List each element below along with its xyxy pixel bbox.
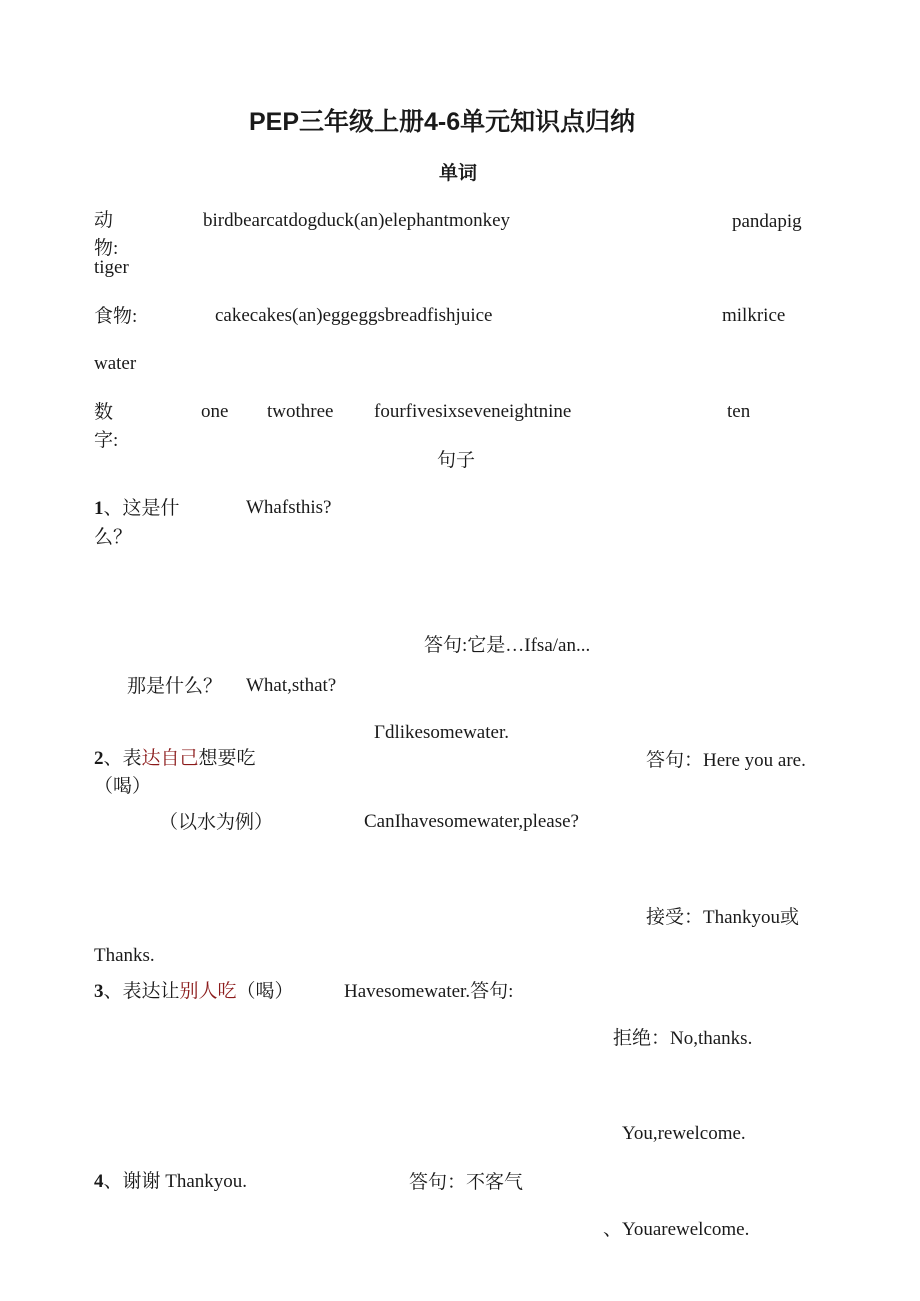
- s3-welcome: You,rewelcome.: [622, 1123, 746, 1144]
- s2-red: 达自己: [141, 748, 199, 769]
- animals-words-right: pandapig: [732, 211, 802, 232]
- s3-english: Havesomewater.答句:: [344, 981, 514, 1002]
- s3-red: 别人吃: [179, 981, 237, 1002]
- s3-refuse: 拒绝：No,thanks.: [613, 1028, 753, 1049]
- s4-welcome: 、Youarewelcome.: [603, 1219, 750, 1240]
- s4-answer: 答句：不客气: [409, 1172, 524, 1193]
- numbers-word-3: fourfivesixseveneightnine: [374, 401, 572, 422]
- s4-number: 4: [94, 1171, 104, 1192]
- animals-label-2: 物:: [94, 238, 119, 259]
- s1-question-text: 、这是什: [103, 498, 180, 519]
- s2-number: 2: [94, 748, 104, 769]
- s3-pre: 、表达让: [103, 981, 180, 1002]
- s2-line2: （喝）: [94, 776, 152, 797]
- numbers-word-2: twothree: [267, 401, 334, 422]
- food-label: 食物:: [94, 306, 138, 327]
- s2-top-line: Γdlikesomewater.: [374, 722, 509, 743]
- s3-number: 3: [94, 981, 104, 1002]
- food-words-right: milkrice: [722, 305, 786, 326]
- page-title: PEP三年级上册4-6单元知识点归纳: [249, 108, 636, 136]
- s2-accept: 接受：Thankyou或: [646, 907, 800, 928]
- s2-heading: [94, 745, 256, 773]
- s2-post: 想要吃: [198, 748, 256, 769]
- s2-answer: 答句：Here you are.: [646, 750, 806, 771]
- numbers-word-4: ten: [727, 401, 751, 422]
- numbers-word-1: one: [201, 401, 229, 422]
- s1-question-line2: 么？: [94, 527, 133, 548]
- s2-pre: 、表: [103, 748, 142, 769]
- sentences-heading: 句子: [437, 450, 476, 471]
- s1-question-line1: [94, 495, 180, 523]
- s1-english: Whafsthis?: [246, 497, 332, 518]
- vocab-heading: 单词: [439, 163, 478, 184]
- s1-that-english: What,sthat?: [246, 675, 337, 696]
- s3-heading: [94, 978, 294, 1006]
- s1-answer: 答句:它是…Ifsa/an...: [424, 635, 591, 656]
- numbers-label-1: 数: [94, 402, 114, 423]
- animals-label-1: 动: [94, 210, 114, 231]
- s2-accept-wrap: Thanks.: [94, 945, 155, 966]
- s3-post: （喝）: [236, 981, 294, 1002]
- s2-example-english: CanIhavesomewater,please?: [364, 811, 579, 832]
- numbers-label-2: 字:: [94, 430, 119, 451]
- animals-words-wrap: tiger: [94, 257, 129, 278]
- s1-that-question: 那是什么？: [127, 676, 223, 697]
- s1-number: 1: [94, 498, 104, 519]
- food-words-wrap: water: [94, 353, 137, 374]
- food-words: cakecakes(an)eggeggsbreadfishjuice: [215, 305, 493, 326]
- animals-words: birdbearcatdogduck(an)elephantmonkey: [203, 210, 511, 231]
- s4-text: 、谢谢 Thankyou.: [103, 1171, 248, 1192]
- s2-example: （以水为例）: [159, 812, 274, 833]
- s4-heading: [94, 1168, 247, 1196]
